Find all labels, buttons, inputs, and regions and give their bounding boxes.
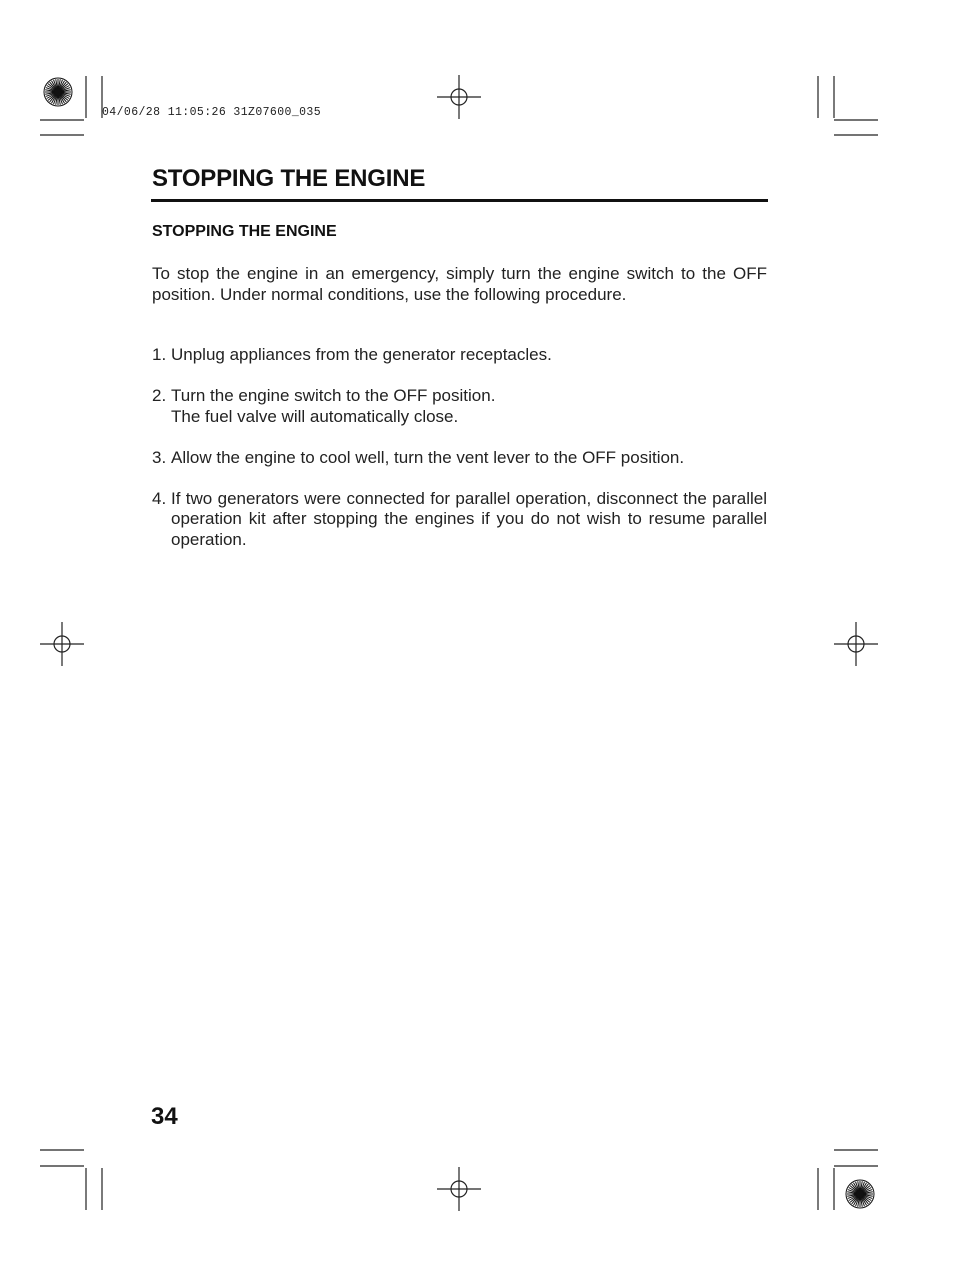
step-number: 4. [152,488,167,508]
title-rule [151,199,768,202]
step-number: 3. [152,447,167,467]
step-line: If two generators were connected for parallel operation, disconnect the parallel operation kit after stopping the engines if you do not wish to resume parallel operation. [171,488,767,549]
step-line: Allow the engine to cool well, turn the vent lever to the OFF position. [171,447,685,467]
step-number: 2. [152,386,167,405]
step-line: Turn the engine switch to the OFF position. [171,386,496,405]
step-item [152,345,767,366]
registration-mark-bottom [437,1167,481,1211]
step-line: The fuel valve will automatically close. [171,406,459,426]
registration-mark-top [437,75,481,119]
procedure-steps [152,345,767,571]
page-number: 34 [151,1103,178,1130]
registration-mark-left [40,622,84,666]
step-text [171,448,767,469]
intro-paragraph: To stop the engine in an emergency, simply turn the engine switch to the OFF position. Under normal conditions, use the following procedure. [152,264,767,304]
step-text [171,386,767,427]
step-text [171,345,767,366]
step-item [152,386,767,427]
step-line: Unplug appliances from the generator receptacles. [171,345,552,364]
color-target-bottom-right [846,1180,874,1208]
color-target-top-left [44,78,72,106]
step-number: 1. [152,345,167,364]
step-item [152,489,767,551]
print-stamp: 04/06/28 11:05:26 31Z07600_035 [102,106,322,119]
step-item [152,448,767,469]
page-title: STOPPING THE ENGINE [152,165,426,192]
registration-mark-right [834,622,878,666]
section-heading: STOPPING THE ENGINE [152,223,337,240]
step-text [171,489,767,551]
